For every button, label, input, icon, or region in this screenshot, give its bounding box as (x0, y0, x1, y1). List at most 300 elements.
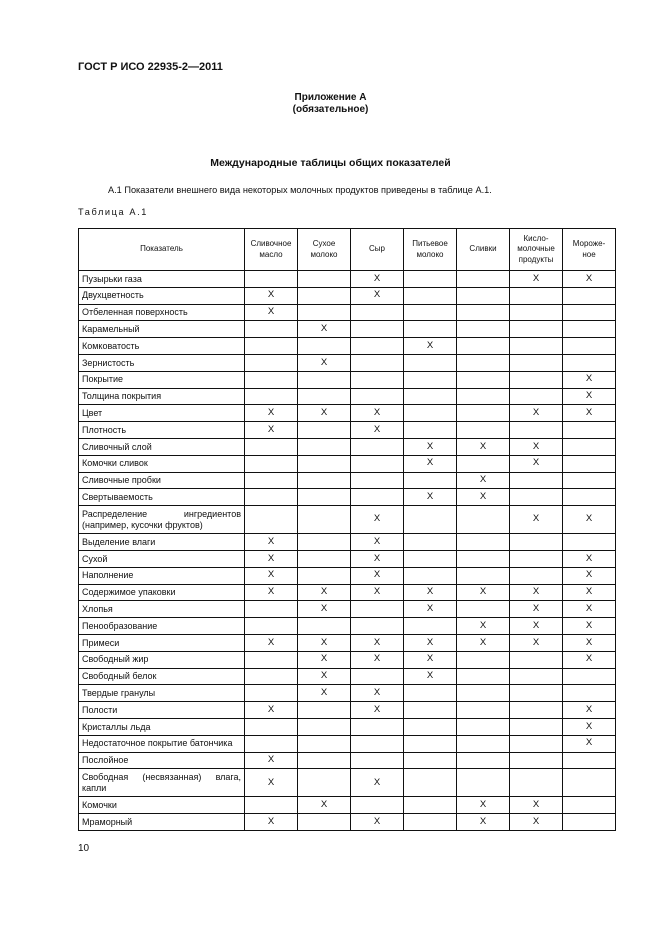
empty-cell (298, 287, 351, 304)
empty-cell (510, 769, 563, 797)
check-mark: X (510, 405, 563, 422)
empty-cell (457, 422, 510, 439)
empty-cell (510, 735, 563, 752)
empty-cell (404, 769, 457, 797)
empty-cell (563, 304, 616, 321)
appendix-title: Приложение А (294, 92, 367, 103)
empty-cell (563, 814, 616, 831)
empty-cell (245, 489, 298, 506)
empty-cell (245, 321, 298, 338)
indicator-name: Комковатость (79, 338, 245, 355)
empty-cell (298, 506, 351, 534)
check-mark: X (510, 271, 563, 288)
check-mark: X (351, 814, 404, 831)
check-mark: X (510, 584, 563, 601)
empty-cell (298, 769, 351, 797)
check-mark: X (563, 567, 616, 584)
empty-cell (245, 354, 298, 371)
check-mark: X (298, 601, 351, 618)
empty-cell (510, 752, 563, 769)
check-mark: X (351, 287, 404, 304)
check-mark: X (563, 584, 616, 601)
check-mark: X (563, 601, 616, 618)
column-header-7 (563, 229, 616, 271)
column-header-line: молочные (517, 244, 555, 254)
check-mark: X (245, 287, 298, 304)
empty-cell (351, 797, 404, 814)
check-mark: X (245, 405, 298, 422)
indicator-name: Хлопья (79, 601, 245, 618)
indicator-name: Распределение ингредиентов (например, кусочки фруктов) (79, 506, 245, 534)
empty-cell (245, 735, 298, 752)
empty-cell (404, 534, 457, 551)
column-header-line: молоко (416, 249, 444, 259)
check-mark: X (351, 534, 404, 551)
column-header-line: Показатель (140, 244, 183, 254)
empty-cell (245, 601, 298, 618)
empty-cell (563, 489, 616, 506)
check-mark: X (245, 534, 298, 551)
check-mark: X (298, 668, 351, 685)
empty-cell (510, 718, 563, 735)
empty-cell (404, 506, 457, 534)
empty-cell (351, 618, 404, 635)
check-mark: X (298, 797, 351, 814)
check-mark: X (457, 584, 510, 601)
empty-cell (457, 338, 510, 355)
empty-cell (298, 388, 351, 405)
table-row (79, 718, 616, 735)
empty-cell (404, 618, 457, 635)
indicator-name: Двухцветность (79, 287, 245, 304)
table-row (79, 338, 616, 355)
empty-cell (245, 472, 298, 489)
check-mark: X (563, 405, 616, 422)
check-mark: X (457, 634, 510, 651)
page-number: 10 (78, 843, 90, 854)
empty-cell (351, 338, 404, 355)
table-row (79, 550, 616, 567)
empty-cell (510, 371, 563, 388)
table-row (79, 438, 616, 455)
empty-cell (510, 668, 563, 685)
empty-cell (404, 814, 457, 831)
check-mark: X (563, 506, 616, 534)
indicator-name: Зернистость (79, 354, 245, 371)
empty-cell (351, 321, 404, 338)
empty-cell (510, 338, 563, 355)
table-row (79, 702, 616, 719)
indicator-name: Карамельный (79, 321, 245, 338)
column-header-5 (457, 229, 510, 271)
empty-cell (510, 534, 563, 551)
check-mark: X (245, 584, 298, 601)
empty-cell (404, 472, 457, 489)
empty-cell (245, 718, 298, 735)
check-mark: X (298, 354, 351, 371)
check-mark: X (563, 371, 616, 388)
column-header-line: молоко (310, 249, 338, 259)
empty-cell (457, 304, 510, 321)
check-mark: X (457, 438, 510, 455)
column-header-2 (298, 229, 351, 271)
table-row (79, 769, 616, 797)
empty-cell (298, 752, 351, 769)
table-row (79, 304, 616, 321)
check-mark: X (351, 405, 404, 422)
empty-cell (404, 685, 457, 702)
table-row (79, 651, 616, 668)
empty-cell (245, 668, 298, 685)
empty-cell (563, 685, 616, 702)
check-mark: X (404, 489, 457, 506)
empty-cell (298, 338, 351, 355)
table-row (79, 534, 616, 551)
indicators-table (78, 228, 616, 831)
indicator-name: Мраморный (79, 814, 245, 831)
indicator-name: Содержимое упаковки (79, 584, 245, 601)
check-mark: X (245, 634, 298, 651)
check-mark: X (563, 735, 616, 752)
empty-cell (404, 718, 457, 735)
indicator-name: Комочки (79, 797, 245, 814)
empty-cell (404, 271, 457, 288)
check-mark: X (298, 405, 351, 422)
empty-cell (298, 438, 351, 455)
column-header-4 (404, 229, 457, 271)
empty-cell (404, 422, 457, 439)
empty-cell (298, 618, 351, 635)
table-row (79, 388, 616, 405)
empty-cell (563, 534, 616, 551)
empty-cell (245, 388, 298, 405)
empty-cell (351, 455, 404, 472)
check-mark: X (563, 651, 616, 668)
empty-cell (457, 506, 510, 534)
check-mark: X (563, 271, 616, 288)
indicator-name: Сливочные пробки (79, 472, 245, 489)
empty-cell (563, 455, 616, 472)
empty-cell (404, 797, 457, 814)
check-mark: X (404, 601, 457, 618)
empty-cell (510, 702, 563, 719)
empty-cell (351, 668, 404, 685)
empty-cell (351, 489, 404, 506)
table-row (79, 455, 616, 472)
empty-cell (457, 668, 510, 685)
table-row (79, 489, 616, 506)
indicator-name: Свертываемость (79, 489, 245, 506)
empty-cell (457, 601, 510, 618)
empty-cell (457, 702, 510, 719)
table-row (79, 668, 616, 685)
table-row (79, 752, 616, 769)
empty-cell (457, 567, 510, 584)
column-header-6 (510, 229, 563, 271)
empty-cell (510, 422, 563, 439)
check-mark: X (404, 584, 457, 601)
check-mark: X (351, 651, 404, 668)
column-header-line: Мороже- (572, 239, 606, 248)
empty-cell (245, 506, 298, 534)
column-header-line: масло (259, 249, 283, 259)
empty-cell (563, 287, 616, 304)
check-mark: X (404, 438, 457, 455)
appendix-heading (0, 92, 661, 116)
empty-cell (457, 455, 510, 472)
check-mark: X (510, 601, 563, 618)
indicator-name: Свободная (несвязанная) влага, капли (79, 769, 245, 797)
appendix-note: (обязательное) (292, 104, 369, 115)
column-header-line: Сухое (312, 239, 336, 248)
empty-cell (351, 388, 404, 405)
empty-cell (245, 438, 298, 455)
empty-cell (404, 354, 457, 371)
table-row (79, 567, 616, 584)
empty-cell (404, 321, 457, 338)
indicator-name: Сухой (79, 550, 245, 567)
table-body (79, 271, 616, 831)
indicator-name: Пенообразование (79, 618, 245, 635)
check-mark: X (404, 634, 457, 651)
empty-cell (404, 405, 457, 422)
empty-cell (298, 567, 351, 584)
empty-cell (563, 321, 616, 338)
column-header-line: Питьевое (412, 239, 448, 248)
table-row (79, 601, 616, 618)
empty-cell (457, 769, 510, 797)
indicator-name: Наполнение (79, 567, 245, 584)
check-mark: X (457, 472, 510, 489)
empty-cell (298, 718, 351, 735)
empty-cell (457, 371, 510, 388)
empty-cell (245, 338, 298, 355)
empty-cell (563, 769, 616, 797)
empty-cell (563, 668, 616, 685)
column-header-1 (245, 229, 298, 271)
empty-cell (298, 735, 351, 752)
table-caption: Таблица А.1 (78, 207, 148, 217)
empty-cell (298, 271, 351, 288)
column-header-line: Сливки (469, 244, 497, 254)
check-mark: X (563, 388, 616, 405)
table-row (79, 797, 616, 814)
indicator-name: Примеси (79, 634, 245, 651)
standard-designation: ГОСТ Р ИСО 22935-2—2011 (78, 61, 223, 73)
table-row (79, 735, 616, 752)
check-mark: X (404, 455, 457, 472)
empty-cell (457, 388, 510, 405)
indicator-name: Плотность (79, 422, 245, 439)
empty-cell (404, 752, 457, 769)
table-row (79, 814, 616, 831)
empty-cell (298, 702, 351, 719)
check-mark: X (351, 422, 404, 439)
table-row (79, 354, 616, 371)
empty-cell (404, 287, 457, 304)
empty-cell (563, 438, 616, 455)
empty-cell (510, 685, 563, 702)
indicator-name: Послойное (79, 752, 245, 769)
column-header-line: продукты (518, 254, 554, 264)
column-header-line: Кисло- (523, 233, 549, 243)
empty-cell (245, 618, 298, 635)
check-mark: X (563, 618, 616, 635)
empty-cell (457, 354, 510, 371)
check-mark: X (245, 814, 298, 831)
check-mark: X (510, 814, 563, 831)
check-mark: X (351, 506, 404, 534)
empty-cell (563, 752, 616, 769)
check-mark: X (404, 338, 457, 355)
indicator-name: Выделение влаги (79, 534, 245, 551)
empty-cell (510, 287, 563, 304)
indicator-name: Кристаллы льда (79, 718, 245, 735)
empty-cell (457, 534, 510, 551)
empty-cell (510, 388, 563, 405)
empty-cell (245, 651, 298, 668)
check-mark: X (298, 321, 351, 338)
table-row (79, 634, 616, 651)
table-header-row (79, 229, 616, 271)
table-row (79, 685, 616, 702)
check-mark: X (351, 550, 404, 567)
empty-cell (563, 354, 616, 371)
empty-cell (351, 354, 404, 371)
check-mark: X (510, 618, 563, 635)
empty-cell (510, 651, 563, 668)
table-row (79, 405, 616, 422)
check-mark: X (245, 752, 298, 769)
empty-cell (404, 550, 457, 567)
check-mark: X (510, 438, 563, 455)
check-mark: X (563, 702, 616, 719)
empty-cell (404, 388, 457, 405)
check-mark: X (298, 651, 351, 668)
empty-cell (457, 287, 510, 304)
empty-cell (457, 685, 510, 702)
empty-cell (510, 550, 563, 567)
empty-cell (351, 371, 404, 388)
check-mark: X (404, 651, 457, 668)
column-header-line: Сыр (369, 244, 385, 254)
empty-cell (298, 550, 351, 567)
indicator-name: Толщина покрытия (79, 388, 245, 405)
empty-cell (351, 735, 404, 752)
check-mark: X (563, 550, 616, 567)
check-mark: X (510, 797, 563, 814)
table-row (79, 271, 616, 288)
empty-cell (563, 422, 616, 439)
table-row (79, 287, 616, 304)
empty-cell (563, 797, 616, 814)
empty-cell (298, 422, 351, 439)
check-mark: X (245, 422, 298, 439)
empty-cell (298, 371, 351, 388)
empty-cell (245, 371, 298, 388)
indicator-name: Пузырьки газа (79, 271, 245, 288)
empty-cell (351, 438, 404, 455)
check-mark: X (563, 718, 616, 735)
empty-cell (510, 304, 563, 321)
empty-cell (351, 752, 404, 769)
empty-cell (510, 354, 563, 371)
table-row (79, 321, 616, 338)
empty-cell (298, 489, 351, 506)
empty-cell (404, 304, 457, 321)
empty-cell (245, 271, 298, 288)
empty-cell (298, 534, 351, 551)
check-mark: X (457, 618, 510, 635)
column-header-3 (351, 229, 404, 271)
check-mark: X (298, 634, 351, 651)
table-row (79, 422, 616, 439)
empty-cell (457, 550, 510, 567)
indicator-name: Отбеленная поверхность (79, 304, 245, 321)
empty-cell (351, 718, 404, 735)
section-title: Международные таблицы общих показателей (210, 157, 451, 169)
empty-cell (298, 472, 351, 489)
check-mark: X (351, 702, 404, 719)
table-row (79, 506, 616, 534)
empty-cell (510, 567, 563, 584)
indicator-name: Сливочный слой (79, 438, 245, 455)
table-row (79, 371, 616, 388)
check-mark: X (510, 506, 563, 534)
check-mark: X (351, 567, 404, 584)
empty-cell (404, 567, 457, 584)
empty-cell (351, 304, 404, 321)
empty-cell (245, 685, 298, 702)
empty-cell (510, 472, 563, 489)
indicator-name: Недостаточное покрытие батончика (79, 735, 245, 752)
check-mark: X (457, 797, 510, 814)
check-mark: X (351, 634, 404, 651)
empty-cell (457, 718, 510, 735)
check-mark: X (351, 685, 404, 702)
column-header-line: ное (582, 249, 596, 259)
check-mark: X (510, 455, 563, 472)
check-mark: X (245, 550, 298, 567)
check-mark: X (245, 304, 298, 321)
empty-cell (457, 651, 510, 668)
empty-cell (404, 735, 457, 752)
empty-cell (298, 455, 351, 472)
empty-cell (298, 304, 351, 321)
check-mark: X (245, 567, 298, 584)
empty-cell (563, 472, 616, 489)
column-header-line: Сливочное (250, 239, 292, 248)
indicator-name: Полости (79, 702, 245, 719)
empty-cell (510, 489, 563, 506)
empty-cell (457, 321, 510, 338)
check-mark: X (245, 769, 298, 797)
check-mark: X (351, 584, 404, 601)
empty-cell (563, 338, 616, 355)
table-row (79, 472, 616, 489)
indicator-name: Цвет (79, 405, 245, 422)
indicator-name: Покрытие (79, 371, 245, 388)
check-mark: X (351, 769, 404, 797)
empty-cell (404, 371, 457, 388)
indicator-name: Свободный жир (79, 651, 245, 668)
table-row (79, 618, 616, 635)
empty-cell (457, 752, 510, 769)
empty-cell (457, 735, 510, 752)
check-mark: X (404, 668, 457, 685)
empty-cell (245, 797, 298, 814)
empty-cell (510, 321, 563, 338)
